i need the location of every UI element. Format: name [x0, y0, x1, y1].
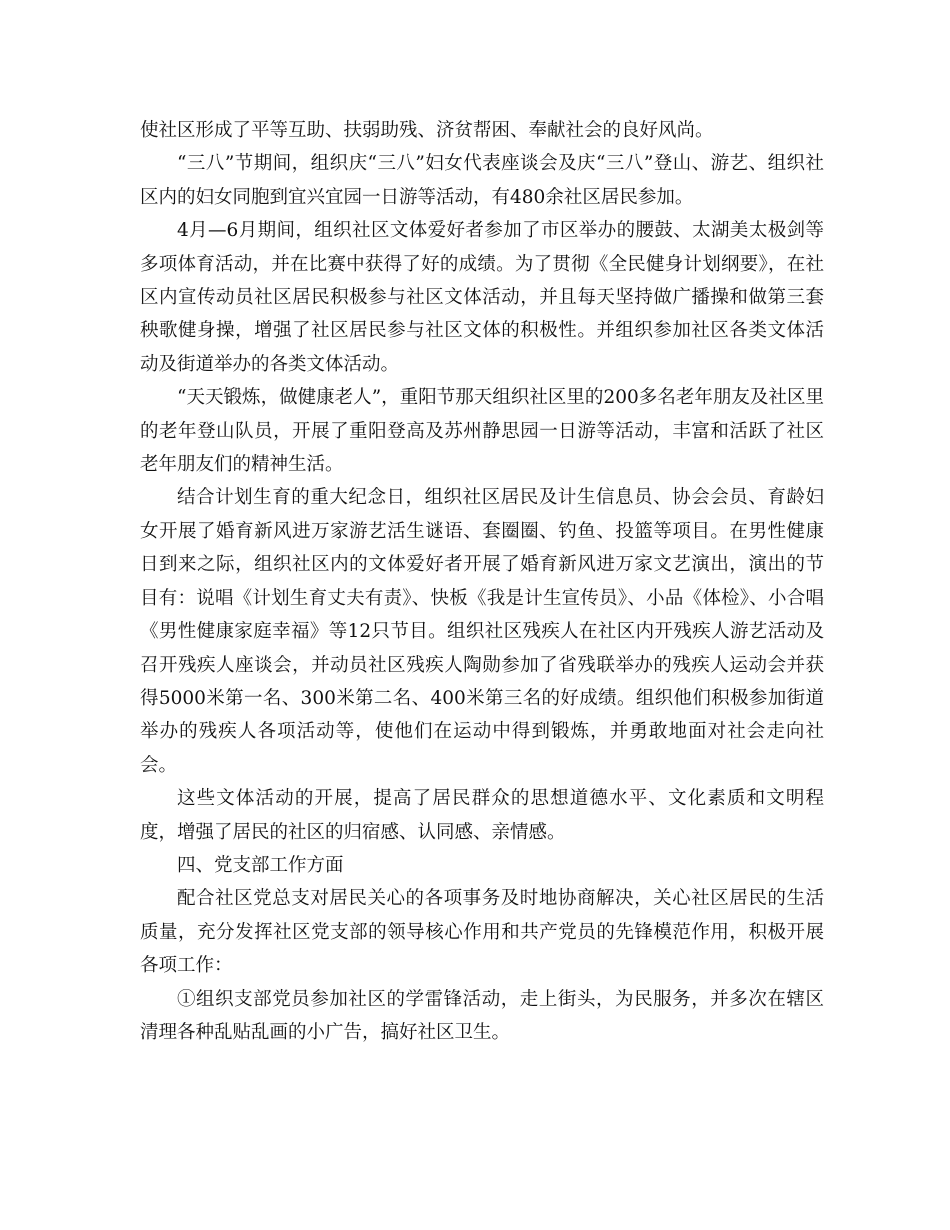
- paragraph-activity-summary: 这些文体活动的开展，提高了居民群众的思想道德水平、文化素质和文明程度，增强了居民的社区的归宿感、认同感、亲情感。: [140, 788, 824, 843]
- section-heading-party-branch: 四、党支部工作方面: [177, 854, 344, 876]
- paragraph-party-branch-work: 配合社区党总支对居民关心的各项事务及时地协商解决，关心社区居民的生活质量，充分发挥社区党支部的领导核心作用和共产党员的先锋模范作用，积极开展各项工作：: [140, 888, 824, 977]
- paragraph-womens-day: “三八”节期间，组织庆“三八”妇女代表座谈会及庆“三八”登山、游艺、组织社区内的妇女同胞到宜兴宜园一日游等活动，有480余社区居民参加。: [140, 153, 824, 208]
- paragraph-sports-activities: 4月—6月期间，组织社区文体爱好者参加了市区举办的腰鼓、太湖美太极剑等多项体育活动，并在比赛中获得了好的成绩。为了贯彻《全民健身计划纲要》，在社区内宣传动员社区居民积极参与社区文体活动，并且每天坚持做广播操和做第三套秧歌健身操，增强了社区居民参与社区文体的积极性。并组织参加社区各类文体活动及街道举办的各类文体活动。: [140, 220, 824, 375]
- document-body: [140, 114, 824, 1049]
- paragraph-elderly-activities: “天天锻炼，做健康老人”，重阳节那天组织社区里的200多名老年朋友及社区里的老年登山队员，开展了重阳登高及苏州静思园一日游等活动，丰富和活跃了社区老年朋友们的精神生活。: [140, 387, 824, 476]
- paragraph-family-planning: 结合计划生育的重大纪念日，组织社区居民及计生信息员、协会会员、育龄妇女开展了婚育新风进万家游艺活生谜语、套圈圈、钓鱼、投篮等项目。在男性健康日到来之际，组织社区内的文体爱好者开展了婚育新风进万家文艺演出，演出的节目有：说唱《计划生育丈夫有责》、快板《我是计生宣传员》、小品《体检》、小合唱《男性健康家庭幸福》等12只节目。组织社区残疾人在社区内开残疾人游艺活动及召开残疾人座谈会，并动员社区残疾人陶勋参加了省残联举办的残疾人运动会并获得5000米第一名、300米第二名、400米第三名的好成绩。组织他们积极参加街道举办的残疾人各项活动等，使他们在运动中得到锻炼，并勇敢地面对社会走向社会。: [140, 487, 824, 776]
- paragraph-continuation: 使社区形成了平等互助、扶弱助残、济贫帮困、奉献社会的良好风尚。: [140, 120, 714, 141]
- list-item-1: ①组织支部党员参加社区的学雷锋活动，走上街头，为民服务，并多次在辖区清理各种乱贴乱画的小广告，搞好社区卫生。: [140, 988, 824, 1043]
